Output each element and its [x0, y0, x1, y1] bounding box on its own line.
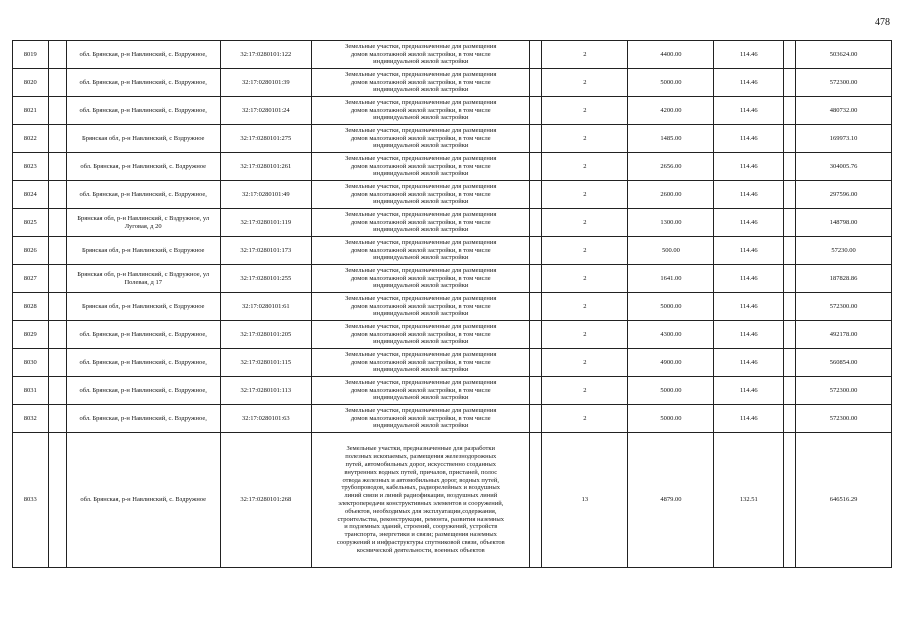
land-use-purpose-cell — [312, 181, 530, 209]
cadastral-value-cell: 57230.00 — [796, 237, 892, 265]
land-use-purpose-line: индивидуальной жилой застройки — [373, 282, 469, 290]
address-cell: обл. Брянская, р-н Навлинский, с. Вздружное — [66, 433, 220, 568]
land-use-purpose-cell — [312, 41, 530, 69]
spacer-cell — [784, 153, 796, 181]
land-use-purpose-line: Земельные участки, предназначенные для размещения — [345, 210, 497, 218]
land-use-purpose-cell — [312, 69, 530, 97]
land-use-purpose-line: домов малоэтажной жилой застройки, в том числе — [350, 274, 491, 282]
specific-value-cell: 114.46 — [714, 293, 784, 321]
spacer-cell — [530, 125, 542, 153]
land-use-purpose-line: домов малоэтажной жилой застройки, в том числе — [350, 162, 491, 170]
land-use-purpose-line: строительства, реконструкции, ремонта, развития наземных — [337, 515, 505, 523]
land-use-purpose-line: домов малоэтажной жилой застройки, в том числе — [350, 190, 491, 198]
land-use-purpose-cell — [312, 349, 530, 377]
land-use-purpose-cell — [312, 293, 530, 321]
row-id-cell: 8021 — [13, 97, 49, 125]
address-cell: обл. Брянская, р-н Навлинский, с. Вздружное, — [66, 69, 220, 97]
cadastral-number-cell: 32:17:0280101:173 — [220, 237, 311, 265]
land-use-purpose-cell — [312, 321, 530, 349]
group-code-cell: 2 — [542, 237, 628, 265]
group-code-cell: 2 — [542, 377, 628, 405]
land-use-purpose-line: Земельные участки, предназначенные для размещения — [345, 154, 497, 162]
land-use-purpose-line: Земельные участки, предназначенные для размещения — [345, 42, 497, 50]
land-use-purpose-line: домов малоэтажной жилой застройки, в том числе — [350, 246, 491, 254]
row-id-cell: 8026 — [13, 237, 49, 265]
land-use-purpose-cell — [312, 405, 530, 433]
cadastral-number-cell: 32:17:0280101:39 — [220, 69, 311, 97]
land-use-purpose-cell — [312, 265, 530, 293]
land-use-purpose-line: космической деятельности, военных объектов — [356, 546, 485, 554]
spacer-cell — [48, 349, 66, 377]
cadastral-value-cell: 480732.00 — [796, 97, 892, 125]
spacer-cell — [784, 265, 796, 293]
group-code-cell: 2 — [542, 181, 628, 209]
spacer-cell — [530, 181, 542, 209]
row-id-cell: 8031 — [13, 377, 49, 405]
group-code-cell: 2 — [542, 41, 628, 69]
cadastral-value-cell: 297596.00 — [796, 181, 892, 209]
cadastral-number-cell: 32:17:0280101:255 — [220, 265, 311, 293]
land-use-purpose-line: индивидуальной жилой застройки — [373, 338, 469, 346]
spacer-cell — [48, 181, 66, 209]
specific-value-cell: 132.51 — [714, 433, 784, 568]
area-cell: 5000.00 — [628, 377, 714, 405]
cadastral-number-cell: 32:17:0280101:63 — [220, 405, 311, 433]
table-row — [13, 321, 892, 349]
land-use-purpose-line: электропередачи конструктивных элементов и сооружений, — [338, 500, 504, 507]
land-use-purpose-line: Земельные участки, предназначенные для размещения — [345, 70, 497, 78]
row-id-cell: 8025 — [13, 209, 49, 237]
row-id-cell: 8030 — [13, 349, 49, 377]
address-cell: обл. Брянская, р-н Навлинский, с. Вздружное, — [66, 321, 220, 349]
spacer-cell — [784, 97, 796, 125]
land-use-purpose-line: индивидуальной жилой застройки — [373, 254, 469, 262]
group-code-cell: 2 — [542, 153, 628, 181]
specific-value-cell: 114.46 — [714, 265, 784, 293]
address-cell: обл. Брянская, р-н Навлинский, с. Вздружное — [66, 153, 220, 181]
specific-value-cell: 114.46 — [714, 153, 784, 181]
cadastral-number-cell: 32:17:0280101:275 — [220, 125, 311, 153]
land-use-purpose-cell — [312, 377, 530, 405]
address-cell: обл. Брянская, р-н Навлинский, с. Вздружное, — [66, 97, 220, 125]
spacer-cell — [784, 433, 796, 568]
land-use-purpose-line: Земельные участки, предназначенные для размещения — [345, 266, 497, 274]
spacer-cell — [784, 209, 796, 237]
specific-value-cell: 114.46 — [714, 125, 784, 153]
spacer-cell — [784, 321, 796, 349]
spacer-cell — [530, 377, 542, 405]
spacer-cell — [530, 405, 542, 433]
cadastral-value-cell: 572300.00 — [796, 293, 892, 321]
land-use-purpose-line: индивидуальной жилой застройки — [373, 86, 469, 94]
land-use-purpose-line: Земельные участки, предназначенные для размещения — [345, 182, 497, 190]
row-id-cell: 8027 — [13, 265, 49, 293]
cadastral-value-table — [12, 40, 892, 568]
land-use-purpose-line: трубопроводов, кабельных, радиорелейных и воздушных — [341, 484, 500, 492]
cadastral-number-cell: 32:17:0280101:113 — [220, 377, 311, 405]
land-use-purpose-line: индивидуальной жилой застройки — [373, 310, 469, 318]
area-cell: 2656.00 — [628, 153, 714, 181]
table-row — [13, 265, 892, 293]
area-cell: 1300.00 — [628, 209, 714, 237]
address-cell: Брянская обл, р-н Навлинский, с Вздружное — [66, 293, 220, 321]
land-use-purpose-line: индивидуальной жилой застройки — [373, 198, 469, 206]
table-row — [13, 237, 892, 265]
cadastral-value-cell: 560854.00 — [796, 349, 892, 377]
land-use-purpose-line: объектов, необходимых для эксплуатации,содержания, — [344, 507, 497, 515]
land-use-purpose-line: домов малоэтажной жилой застройки, в том числе — [350, 78, 491, 86]
area-cell: 4900.00 — [628, 349, 714, 377]
land-use-purpose-line: индивидуальной жилой застройки — [373, 170, 469, 178]
land-use-purpose-line: Земельные участки, предназначенные для размещения — [345, 98, 497, 106]
spacer-cell — [784, 41, 796, 69]
specific-value-cell: 114.46 — [714, 377, 784, 405]
spacer-cell — [530, 433, 542, 568]
spacer-cell — [48, 125, 66, 153]
land-use-purpose-cell — [312, 153, 530, 181]
land-use-purpose-line: индивидуальной жилой застройки — [373, 422, 469, 430]
specific-value-cell: 114.46 — [714, 69, 784, 97]
land-use-purpose-line: индивидуальной жилой застройки — [373, 366, 469, 374]
cadastral-value-cell: 169973.10 — [796, 125, 892, 153]
group-code-cell: 2 — [542, 69, 628, 97]
area-cell: 4400.00 — [628, 41, 714, 69]
area-cell: 2600.00 — [628, 181, 714, 209]
table-row — [13, 349, 892, 377]
area-cell: 4879.00 — [628, 433, 714, 568]
address-cell: обл. Брянская, р-н Навлинский, с. Вздружное, — [66, 405, 220, 433]
group-code-cell: 2 — [542, 209, 628, 237]
spacer-cell — [530, 293, 542, 321]
spacer-cell — [48, 69, 66, 97]
group-code-cell: 2 — [542, 265, 628, 293]
spacer-cell — [530, 321, 542, 349]
land-use-purpose-line: домов малоэтажной жилой застройки, в том числе — [350, 386, 491, 394]
land-use-purpose-line: домов малоэтажной жилой застройки, в том числе — [350, 50, 491, 58]
land-use-purpose-line: индивидуальной жилой застройки — [373, 114, 469, 122]
spacer-cell — [530, 97, 542, 125]
land-use-purpose-line: Земельные участки, предназначенные для размещения — [345, 238, 497, 246]
land-use-purpose-line: домов малоэтажной жилой застройки, в том числе — [350, 302, 491, 310]
row-id-cell: 8028 — [13, 293, 49, 321]
spacer-cell — [784, 377, 796, 405]
row-id-cell: 8024 — [13, 181, 49, 209]
land-use-purpose-line: путей, автомобильных дорог, искусственно созданных — [345, 461, 497, 469]
spacer-cell — [48, 237, 66, 265]
land-use-purpose-line: Земельные участки, предназначенные для разработки — [346, 445, 496, 453]
address-cell: Брянская обл, р-н Навлинский, с Вздружное, ул Полевая, д 17 — [66, 265, 220, 293]
land-use-purpose-cell — [312, 125, 530, 153]
cadastral-value-cell: 492178.00 — [796, 321, 892, 349]
specific-value-cell: 114.46 — [714, 405, 784, 433]
table-body — [13, 41, 892, 568]
row-id-cell: 8020 — [13, 69, 49, 97]
land-use-purpose-line: Земельные участки, предназначенные для размещения — [345, 350, 497, 358]
table-row — [13, 69, 892, 97]
cadastral-number-cell: 32:17:0280101:49 — [220, 181, 311, 209]
spacer-cell — [48, 377, 66, 405]
land-use-purpose-line: домов малоэтажной жилой застройки, в том числе — [350, 414, 491, 422]
group-code-cell: 2 — [542, 405, 628, 433]
land-use-purpose-line: домов малоэтажной жилой застройки, в том числе — [350, 358, 491, 366]
cadastral-number-cell: 32:17:0280101:61 — [220, 293, 311, 321]
group-code-cell: 2 — [542, 321, 628, 349]
specific-value-cell: 114.46 — [714, 97, 784, 125]
spacer-cell — [530, 265, 542, 293]
row-id-cell: 8029 — [13, 321, 49, 349]
row-id-cell: 8023 — [13, 153, 49, 181]
address-cell: обл. Брянская, р-н Навлинский, с. Вздружное, — [66, 181, 220, 209]
area-cell: 5000.00 — [628, 293, 714, 321]
table-row — [13, 209, 892, 237]
land-use-purpose-line: отвода железных и автомобильных дорог, водных путей, — [342, 476, 499, 484]
land-use-purpose-line: индивидуальной жилой застройки — [373, 58, 469, 66]
table-row — [13, 181, 892, 209]
area-cell: 4200.00 — [628, 97, 714, 125]
group-code-cell: 13 — [542, 433, 628, 568]
spacer-cell — [48, 41, 66, 69]
cadastral-value-cell: 646516.29 — [796, 433, 892, 568]
address-cell: Брянская обл, р-н Навлинский, с Вздружное — [66, 125, 220, 153]
group-code-cell: 2 — [542, 293, 628, 321]
spacer-cell — [784, 125, 796, 153]
land-use-purpose-line: и подземных зданий, строений, сооружений, устройств — [344, 523, 498, 531]
spacer-cell — [48, 433, 66, 568]
cadastral-number-cell: 32:17:0280101:122 — [220, 41, 311, 69]
land-use-purpose-line: Земельные участки, предназначенные для размещения — [345, 322, 497, 330]
land-use-purpose-line: индивидуальной жилой застройки — [373, 394, 469, 402]
land-use-purpose-line: Земельные участки, предназначенные для размещения — [345, 294, 497, 302]
spacer-cell — [530, 237, 542, 265]
land-use-purpose-line: индивидуальной жилой застройки — [373, 142, 469, 150]
specific-value-cell: 114.46 — [714, 209, 784, 237]
specific-value-cell: 114.46 — [714, 321, 784, 349]
land-use-purpose-line: линий связи и линий радиофикации, воздушных линий — [344, 492, 498, 500]
group-code-cell: 2 — [542, 97, 628, 125]
cadastral-value-cell: 148798.00 — [796, 209, 892, 237]
land-use-purpose-line: полезных ископаемых, размещения железнодорожных — [345, 453, 497, 461]
spacer-cell — [48, 97, 66, 125]
land-use-purpose-line: домов малоэтажной жилой застройки, в том числе — [350, 330, 491, 338]
table-row — [13, 153, 892, 181]
spacer-cell — [784, 237, 796, 265]
spacer-cell — [530, 153, 542, 181]
land-use-purpose-cell — [312, 97, 530, 125]
address-cell: обл. Брянская, р-н Навлинский, с. Вздружное, — [66, 377, 220, 405]
table-row — [13, 293, 892, 321]
table-row — [13, 97, 892, 125]
specific-value-cell: 114.46 — [714, 349, 784, 377]
cadastral-number-cell: 32:17:0280101:268 — [220, 433, 311, 568]
land-use-purpose-cell — [312, 237, 530, 265]
table-row — [13, 433, 892, 568]
area-cell: 500.00 — [628, 237, 714, 265]
cadastral-value-cell: 572300.00 — [796, 377, 892, 405]
land-use-purpose-line: Земельные участки, предназначенные для размещения — [345, 126, 497, 134]
address-cell: обл. Брянская, р-н Навлинский, с. Вздружное, — [66, 41, 220, 69]
land-use-purpose-cell — [312, 209, 530, 237]
cadastral-number-cell: 32:17:0280101:205 — [220, 321, 311, 349]
area-cell: 1641.00 — [628, 265, 714, 293]
cadastral-number-cell: 32:17:0280101:115 — [220, 349, 311, 377]
land-use-purpose-line: домов малоэтажной жилой застройки, в том числе — [350, 106, 491, 114]
spacer-cell — [784, 405, 796, 433]
specific-value-cell: 114.46 — [714, 237, 784, 265]
land-use-purpose-line: внутренних водных путей, причалов, пристаней, полос — [344, 468, 498, 476]
table-row — [13, 377, 892, 405]
spacer-cell — [48, 265, 66, 293]
area-cell: 4300.00 — [628, 321, 714, 349]
row-id-cell: 8022 — [13, 125, 49, 153]
address-cell: обл. Брянская, р-н Навлинский, с. Вздружное, — [66, 349, 220, 377]
address-cell: Брянская обл, р-н Навлинский, с Вздружное, ул Луговая, д 20 — [66, 209, 220, 237]
land-use-purpose-line: сооружений и инфраструктуры спутниковой связи, объектов — [336, 538, 505, 546]
group-code-cell: 2 — [542, 125, 628, 153]
land-use-purpose-line: домов малоэтажной жилой застройки, в том числе — [350, 134, 491, 142]
area-cell: 1485.00 — [628, 125, 714, 153]
table-row — [13, 125, 892, 153]
area-cell: 5000.00 — [628, 69, 714, 97]
spacer-cell — [784, 181, 796, 209]
spacer-cell — [530, 209, 542, 237]
spacer-cell — [784, 69, 796, 97]
spacer-cell — [530, 69, 542, 97]
spacer-cell — [784, 349, 796, 377]
address-cell: Брянская обл, р-н Навлинский, с Вздружное — [66, 237, 220, 265]
spacer-cell — [48, 153, 66, 181]
land-use-purpose-line: Земельные участки, предназначенные для размещения — [345, 406, 497, 414]
cadastral-value-cell: 572300.00 — [796, 69, 892, 97]
spacer-cell — [530, 41, 542, 69]
cadastral-number-cell: 32:17:0280101:119 — [220, 209, 311, 237]
land-use-purpose-line: Земельные участки, предназначенные для размещения — [345, 378, 497, 386]
page-number: 478 — [875, 17, 890, 28]
table-row — [13, 41, 892, 69]
row-id-cell: 8032 — [13, 405, 49, 433]
table-row — [13, 405, 892, 433]
spacer-cell — [48, 293, 66, 321]
group-code-cell: 2 — [542, 349, 628, 377]
area-cell: 5000.00 — [628, 405, 714, 433]
row-id-cell: 8019 — [13, 41, 49, 69]
spacer-cell — [48, 405, 66, 433]
spacer-cell — [48, 321, 66, 349]
specific-value-cell: 114.46 — [714, 181, 784, 209]
cadastral-value-cell: 187828.86 — [796, 265, 892, 293]
land-use-purpose-cell — [312, 433, 530, 568]
specific-value-cell: 114.46 — [714, 41, 784, 69]
spacer-cell — [530, 349, 542, 377]
spacer-cell — [48, 209, 66, 237]
row-id-cell: 8033 — [13, 433, 49, 568]
cadastral-number-cell: 32:17:0280101:24 — [220, 97, 311, 125]
cadastral-value-cell: 304005.76 — [796, 153, 892, 181]
cadastral-number-cell: 32:17:0280101:261 — [220, 153, 311, 181]
cadastral-value-cell: 503624.00 — [796, 41, 892, 69]
spacer-cell — [784, 293, 796, 321]
land-use-purpose-line: индивидуальной жилой застройки — [373, 226, 469, 234]
cadastral-value-cell: 572300.00 — [796, 405, 892, 433]
land-use-purpose-line: транспорта, энергетики и связи; размещения наземных — [344, 531, 497, 539]
land-use-purpose-line: домов малоэтажной жилой застройки, в том числе — [350, 218, 491, 226]
